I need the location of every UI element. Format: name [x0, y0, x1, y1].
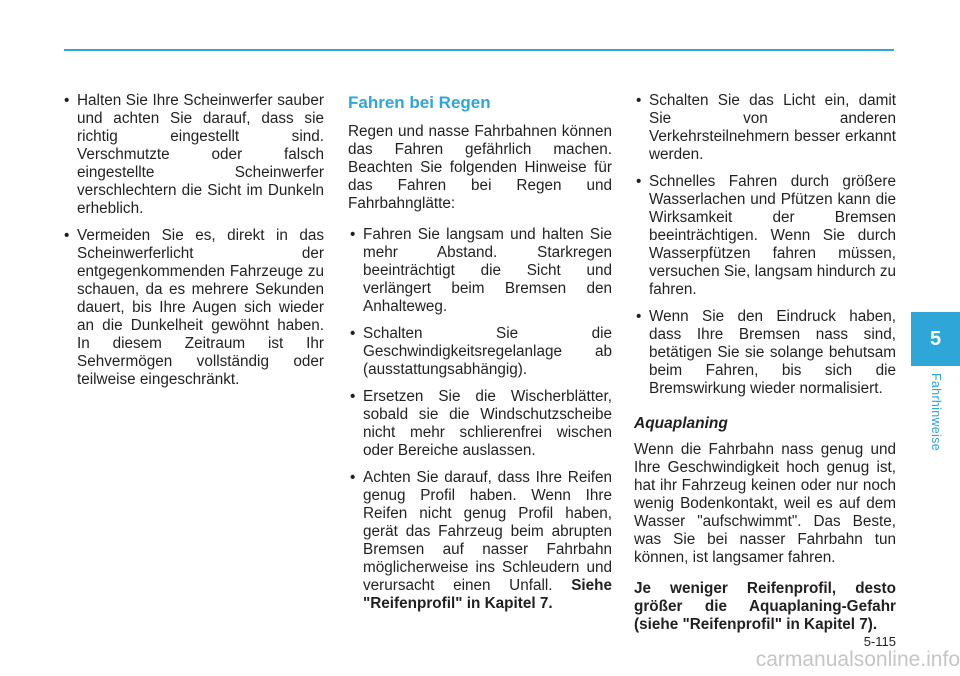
watermark: carmanualsonline.info	[755, 648, 960, 671]
list-item: • Halten Sie Ihre Scheinwerfer sauber und achten Sie darauf, dass sie richtig eingestellt sind. Verschmutzte oder falsch eingestellte Scheinwerfer verschlechtern die Sicht im Dunkeln erheblich.	[62, 92, 324, 218]
list-item: • Schalten Sie die Geschwindigkeitsregelanlage ab (ausstattungsabhängig).	[348, 325, 612, 379]
warning-paragraph: Je weniger Reifenprofil, desto größer die Aquaplaning-Gefahr (siehe "Reifenprofil" in Kapitel 7).	[634, 580, 896, 633]
list-item	[348, 469, 612, 613]
list-item: • Schnelles Fahren durch größere Wasserlachen und Pfützen kann die Wirksamkeit der Bremsen beeinträchtigen. Wenn Sie durch Wasserpfützen fahren müssen, versuchen Sie, langsam hindurch zu fahren.	[634, 173, 896, 299]
header-rule	[64, 49, 894, 51]
chapter-number-tab: 5	[911, 312, 960, 366]
bullet-list	[348, 226, 612, 613]
intro-paragraph: Regen und nasse Fahrbahnen können das Fahren gefährlich machen. Beachten Sie folgenden Hinweise für das Fahren bei Regen und Fahrbahnglätte:	[348, 123, 612, 212]
page-number: 5-115	[863, 634, 896, 649]
list-item: • Vermeiden Sie es, direkt in das Scheinwerferlicht der entgegenkommenden Fahrzeuge zu schauen, da es mehrere Sekunden dauert, bis Ihre Augen sich wieder an die Dunkelheit gewöhnt haben. In diesem Zeitraum ist Ihr Sehvermögen vollständig oder teilweise eingeschränkt.	[62, 227, 324, 389]
bullet-list	[634, 92, 896, 398]
column-right	[634, 92, 896, 647]
list-item: • Fahren Sie langsam und halten Sie mehr Abstand. Starkregen beeinträchtigt die Sicht und verlängert beim Bremsen den Anhalteweg.	[348, 226, 612, 316]
section-heading-aquaplaning: Aquaplaning	[634, 415, 728, 432]
body-paragraph: Wenn die Fahrbahn nass genug und Ihre Geschwindigkeit hoch genug ist, hat ihr Fahrzeug keinen oder nur noch wenig Bodenkontakt, weil es auf dem Wasser "aufschwimmt". Das Beste, was Sie bei nasser Fahrbahn tun können, ist langsamer fahren.	[634, 441, 896, 566]
list-item-text: Achten Sie darauf, dass Ihre Reifen genug Profil haben. Wenn Ihre Reifen nicht genug Profil haben, gerät das Fahrzeug beim abrupten Bremsen auf nasser Fahrbahn möglicherweise ins Schleudern und verursacht einen Unfall.	[363, 469, 612, 594]
list-item: • Wenn Sie den Eindruck haben, dass Ihre Bremsen nass sind, betätigen Sie sie solange behutsam beim Fahren, bis sich die Bremswirkung wieder normalisiert.	[634, 308, 896, 398]
section-heading-rain: Fahren bei Regen	[348, 93, 491, 112]
list-item: • Ersetzen Sie die Wischerblätter, sobald sie die Windschutzscheibe nicht mehr schlierenfrei wischen oder Bereiche auslassen.	[348, 388, 612, 460]
bullet-list	[62, 92, 324, 389]
column-middle	[348, 92, 612, 622]
list-item: • Schalten Sie das Licht ein, damit Sie von anderen Verkehrsteilnehmern besser erkannt werden.	[634, 92, 896, 164]
column-left	[62, 92, 324, 398]
chapter-title: Fahrhinweise	[929, 373, 943, 451]
cross-reference: Siehe "Reifenprofil" in Kapitel 7.	[363, 577, 612, 612]
